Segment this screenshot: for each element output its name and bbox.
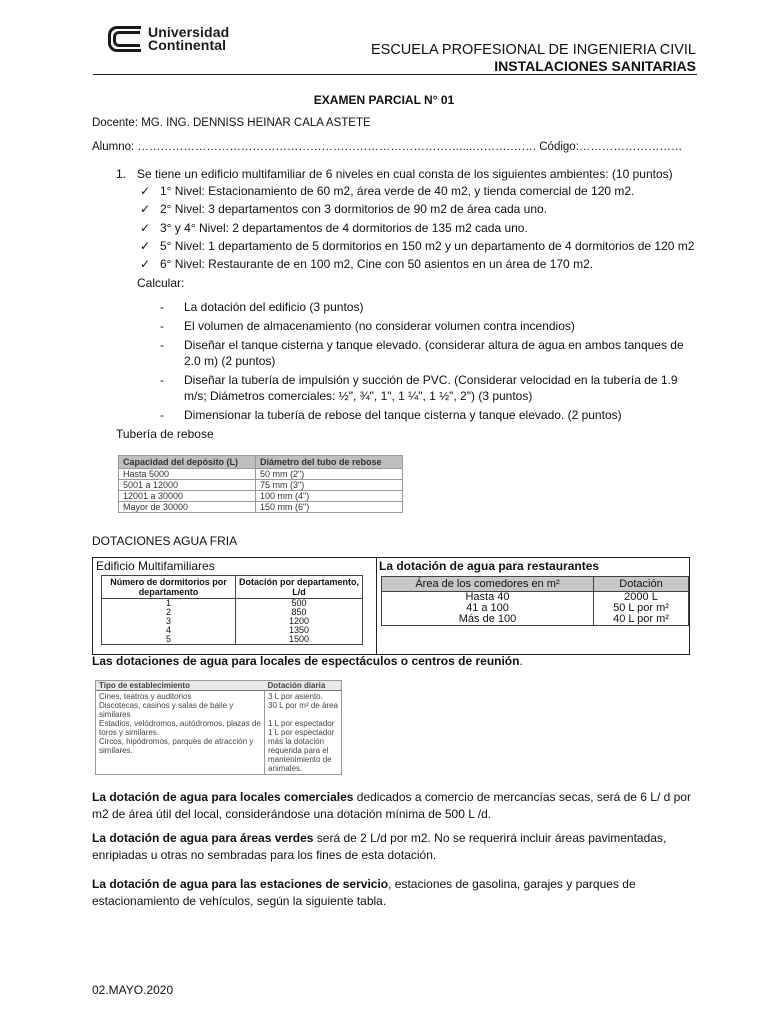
table-cell: 500 [236,599,363,609]
list-item: - El volumen de almacenamiento (no considerar volumen contra incendios) [160,318,700,334]
table-header-row [96,681,342,691]
table-header: Número de dormitorios por departamento [102,576,236,599]
table-header-row [382,577,689,592]
university-logo [108,26,229,52]
logo-line-2: Continental [148,37,227,53]
table-cell: 75 mm (3") [256,480,403,491]
table-cell: 2 [102,608,236,617]
cell-line: 1 L por espectador más la dotación requerida para el mantenimiento de animales. [268,728,335,773]
list-item: - Dimensionar la tubería de rebose del tanque cisterna y tanque elevado. (2 puntos) [160,407,700,423]
check-icon: ✓ [140,257,151,272]
table-cell: Hasta 40 [382,592,594,604]
table-cell: 850 [236,608,363,617]
table-header: Dotación [594,577,689,592]
table-cell [265,691,342,775]
table-cell: 150 mm (6") [256,502,403,513]
cell-line: Estadios, velódromos, autódromos, plazas de toros y similares. [99,719,261,737]
table-row [119,480,403,491]
level-text: 2° Nivel: 3 departamentos con 3 dormitorios de 90 m2 de área cada uno. [160,202,548,217]
table-header: Dotación por departamento, L/d [236,576,363,599]
table-row [102,635,363,645]
table-cell: Más de 100 [382,614,594,626]
cell-line: Circos, hipódromos, parques de atracción y similares. [99,737,254,755]
list-item [140,237,694,255]
rebose-label: Tubería de rebose [116,427,214,441]
rebose-table [118,455,403,513]
cell-line: 1 L por espectador [268,719,335,728]
school-name: ESCUELA PROFESIONAL DE INGENIERIA CIVIL [370,42,696,58]
cell-line: 3 L por asiento. [268,692,323,701]
dotaciones-box-divider [376,557,377,655]
table-cell: 12001 a 30000 [119,491,256,502]
list-item [140,255,694,273]
dotaciones-label: DOTACIONES AGUA FRIA [92,534,238,548]
paragraph-green-areas [92,830,702,864]
paragraph-text: será de 2 L/d por m2. No se requerirá incluir áreas pavimentadas, enripiadas u otras no sembradas para los fines de esta dotación. [92,831,667,862]
table-cell: 4 [102,626,236,635]
level-text: 5° Nivel: 1 departamento de 5 dormitorios en 150 m2 y un departamento de 4 dormitorios de 120 m2 [160,238,695,253]
table-cell: Hasta 5000 [119,469,256,480]
table-cell: 1500 [236,635,363,645]
table-header-row [102,576,363,599]
table-row [102,608,363,617]
level-text: 3° y 4° Nivel: 2 departamentos de 4 dormitorios de 135 m2 cada uno. [160,220,528,235]
table-row [102,617,363,626]
teacher-line: Docente: MG. ING. DENNISS HEINAR CALA ASTETE [92,117,371,129]
table-header: Área de los comedores en m² [382,577,594,592]
table-cell: 50 mm (2") [256,469,403,480]
table-cell: 5 [102,635,236,645]
paragraph-commercial [92,789,702,823]
table-cell [96,691,265,775]
paragraph-bold: La dotación de agua para locales comerciales [92,790,354,804]
table-cell: 5001 a 12000 [119,480,256,491]
question-text: Se tiene un edificio multifamiliar de 6 niveles en cual consta de los siguientes ambientes: (10 puntos) [137,167,673,181]
spectacle-title-bold: Las dotaciones de agua para locales de espectáculos o centros de reunión [92,654,520,668]
list-item [140,200,694,218]
table-cell: 40 L por m² [594,614,689,626]
table-row [102,626,363,635]
level-text: 1° Nivel: Estacionamiento de 60 m2, área verde de 40 m2, y tienda comercial de 120 m2. [160,184,635,198]
table-header: Diámetro del tubo de rebose [256,456,403,469]
list-item: - Diseñar el tanque cisterna y tanque elevado. (considerar altura de agua en ambos tanques de 2.0 m) (2 puntos) [160,337,700,369]
levels-list [140,182,694,273]
logo-text [148,26,229,52]
list-item [140,182,694,200]
restaurant-table [381,576,689,626]
table-row [96,691,342,775]
paragraph-bold: La dotación de agua para áreas verdes [92,831,314,845]
table-cell: 100 mm (4") [256,491,403,502]
list-item: - La dotación del edificio (3 puntos) [160,299,700,315]
footer-date: 02.MAYO.2020 [92,983,174,997]
table-cell: 1350 [236,626,363,635]
paragraph-text: dedicados a comercio de mercancías secas, será de 6 L/ d por m2 de área útil del local, considerándose una dotación mínima de 500 L /d. [92,790,691,821]
cell-line: Cines, teatros y auditorios [99,692,192,701]
paragraph-bold: La dotación de agua para las estaciones de servicio [92,877,389,891]
calc-label: Calcular: [137,276,185,290]
table-row [119,469,403,480]
check-icon: ✓ [140,238,151,253]
table-row [119,491,403,502]
table-row [102,599,363,609]
multifamily-table [101,575,363,645]
table-cell: Mayor de 30000 [119,502,256,513]
table-cell: 50 L por m² [594,603,689,614]
student-line: Alumno: …………………………………………………………………………....……….……. Código:……………………… [92,141,683,153]
restaurant-title: La dotación de agua para restaurantes [379,559,600,573]
logo-line-1: Universidad [148,24,230,40]
spectacle-table [95,680,342,775]
check-icon: ✓ [140,220,151,235]
table-cell: 1200 [236,617,363,626]
spectacle-title-end: . [519,654,523,668]
list-item [140,219,694,237]
exam-title: EXAMEN PARCIAL N° 01 [313,93,455,107]
subject-name: INSTALACIONES SANITARIAS [494,58,696,74]
table-header: Dotación diaria [265,681,342,691]
cell-line: 30 L por m² de área [268,701,338,710]
table-cell: 1 [102,599,236,609]
table-cell: 3 [102,617,236,626]
paragraph-text: , estaciones de gasolina, garajes y parques de estacionamiento de vehículos, según la siguiente tabla. [92,877,636,908]
check-icon: ✓ [140,184,151,198]
table-row [119,502,403,513]
header-divider [93,74,697,75]
paragraph-service-stations [92,876,702,910]
spectacle-title [92,654,523,668]
tasks-list [160,299,700,426]
table-header: Tipo de establecimiento [96,681,265,691]
table-row [382,614,689,626]
logo-mark-icon [108,26,142,52]
table-cell: 2000 L [594,592,689,604]
table-header-row [119,456,403,469]
table-cell: 41 a 100 [382,603,594,614]
check-icon: ✓ [140,202,151,217]
table-header: Capacidad del depósito (L) [119,456,256,469]
level-text: 6° Nivel: Restaurante de en 100 m2, Cine con 50 asientos en un área de 170 m2. [160,257,594,272]
cell-line: Discotecas, casinos y salas de baile y similares [99,701,234,719]
multifamily-title: Edificio Multifamiliares [96,559,215,573]
question-number: 1. [116,167,127,181]
list-item: - Diseñar la tubería de impulsión y succión de PVC. (Considerar velocidad en la tubería de 1.9 m/s; Diámetros comerciales: ½", ¾", 1", 1 ¼", 1 ½", 2") (3 puntos) [160,372,700,404]
